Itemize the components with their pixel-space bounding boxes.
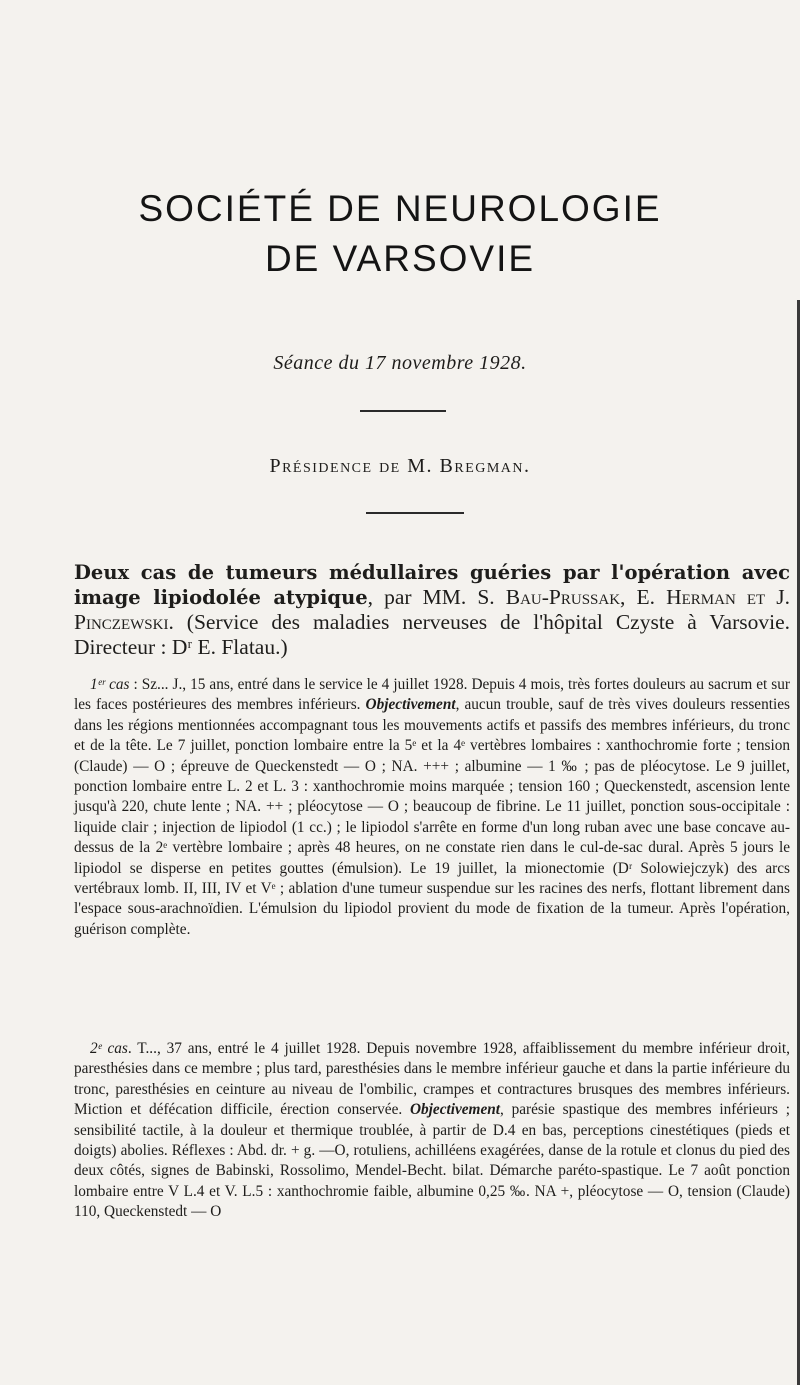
society-title-line1: SOCIÉTÉ DE NEUROLOGIE xyxy=(138,188,662,229)
divider-rule xyxy=(360,410,446,412)
case-label: 2ᵉ cas xyxy=(90,1040,128,1057)
article-authors: S. Bau-Prussak, E. Herman et J. Pinczewski. xyxy=(74,585,790,634)
divider-rule xyxy=(366,512,464,514)
society-title-line2: DE VARSOVIE xyxy=(264,238,536,279)
case-label: 1ᵉʳ cas xyxy=(90,676,130,693)
case-text: , parésie spastique des membres inférieurs ; sensibilité tactile, à la douleur et thermique troublée, à partir de D.4 en bas, perceptions cinestétiques (pieds et doigts) abolies. Réflexes : Abd. dr. + g. —O, rotuliens, achilléens exagérées, danse de la rotule et clonus du pied des deux côtés, signes de Babinski, Rossolimo, Mendel-Becht. bilat. Démarche paréto-spastique. Le 7 août ponction lombaire entre V L.4 et V. L.5 : xanthochromie faible, albumine 0,25 ‰. NA +, pléocytose — O, tension (Claude) 110, Queckenstedt — O xyxy=(74,1101,790,1221)
article-title xyxy=(74,560,790,660)
case-text: . T..., 37 ans, entré le 4 juillet 1928. Depuis novembre 1928, affaiblissement du membre inférieur droit, paresthésies dans ce membre ; plus tard, paresthésies dans le membre inférieur gauche et dans la partie inférieure du tronc, paresthésies en ceinture au niveau de l'ombilic, crampes et contractures brusques des membres inférieurs. Miction et défécation difficile, érection conservée. xyxy=(74,1040,791,1119)
session-date: Séance du 17 novembre 1928. xyxy=(273,352,527,374)
article-title-main: Deux cas de tumeurs médullaires guéries par l'opération avec image lipiodolée atypique xyxy=(74,561,790,609)
case-text: : Sz... J., 15 ans, entré dans le service le 4 juillet 1928. Depuis 4 mois, très fortes douleurs au sacrum et sur les faces postérieures des membres inférieurs. xyxy=(74,676,790,714)
case-paragraph-2 xyxy=(74,1039,790,1223)
article-title-by: , par MM. xyxy=(367,585,478,609)
case-paragraph-1 xyxy=(74,675,790,940)
case-text: , aucun trouble, sauf de très vives douleurs ressenties dans les régions mentionnées accompagnant tous les mouvements actifs et passifs des membres inférieurs, du tronc et de la tête. Le 7 juillet, ponction lombaire entre la 5ᵉ et la 4ᵉ vertèbres lombaires : xanthochromie forte ; tension (Claude) — O ; épreuve de Queckenstedt — O ; NA. +++ ; albumine — 1 ‰ ; pas de pléocytose. Le 9 juillet, ponction lombaire entre L. 2 et L. 3 : xanthochromie moins marquée ; tension 160 ; Queckenstedt, ascension lente jusqu'à 220, chute lente ; NA. ++ ; pléocytose — O ; beaucoup de fibrine. Le 11 juillet, ponction sous-occipitale : liquide clair ; injection de lipiodol (1 cc.) ; le lipiodol s'arrête en forme d'un long ruban avec une base concave au-dessus de la 2ᵉ vertèbre lombaire ; après 48 heures, on ne constate rien dans le cul-de-sac dural. Après 5 jours le lipiodol se disperse en petites gouttes (émulsion). Le 19 juillet, la mionectomie (Dʳ Solowiejczyk) des arcs vertébraux lomb. II, III, IV et Vᵉ ; ablation d'une tumeur suspendue sur les racines des nerfs, flottant librement dans l'espace sous-arachnoïdien. L'émulsion du lipiodol provient du mode de fixation de la tumeur. Après l'opération, guérison complète. xyxy=(74,696,790,938)
objectivement-label: Objectivement xyxy=(409,1101,501,1119)
article-service: (Service des maladies nerveuses de l'hôpital Czyste à Varsovie. Directeur : Dʳ E. Flatau.) xyxy=(74,610,790,659)
presidency-line: Présidence de M. Bregman. xyxy=(269,455,531,477)
objectivement-label: Objectivement xyxy=(365,696,456,714)
